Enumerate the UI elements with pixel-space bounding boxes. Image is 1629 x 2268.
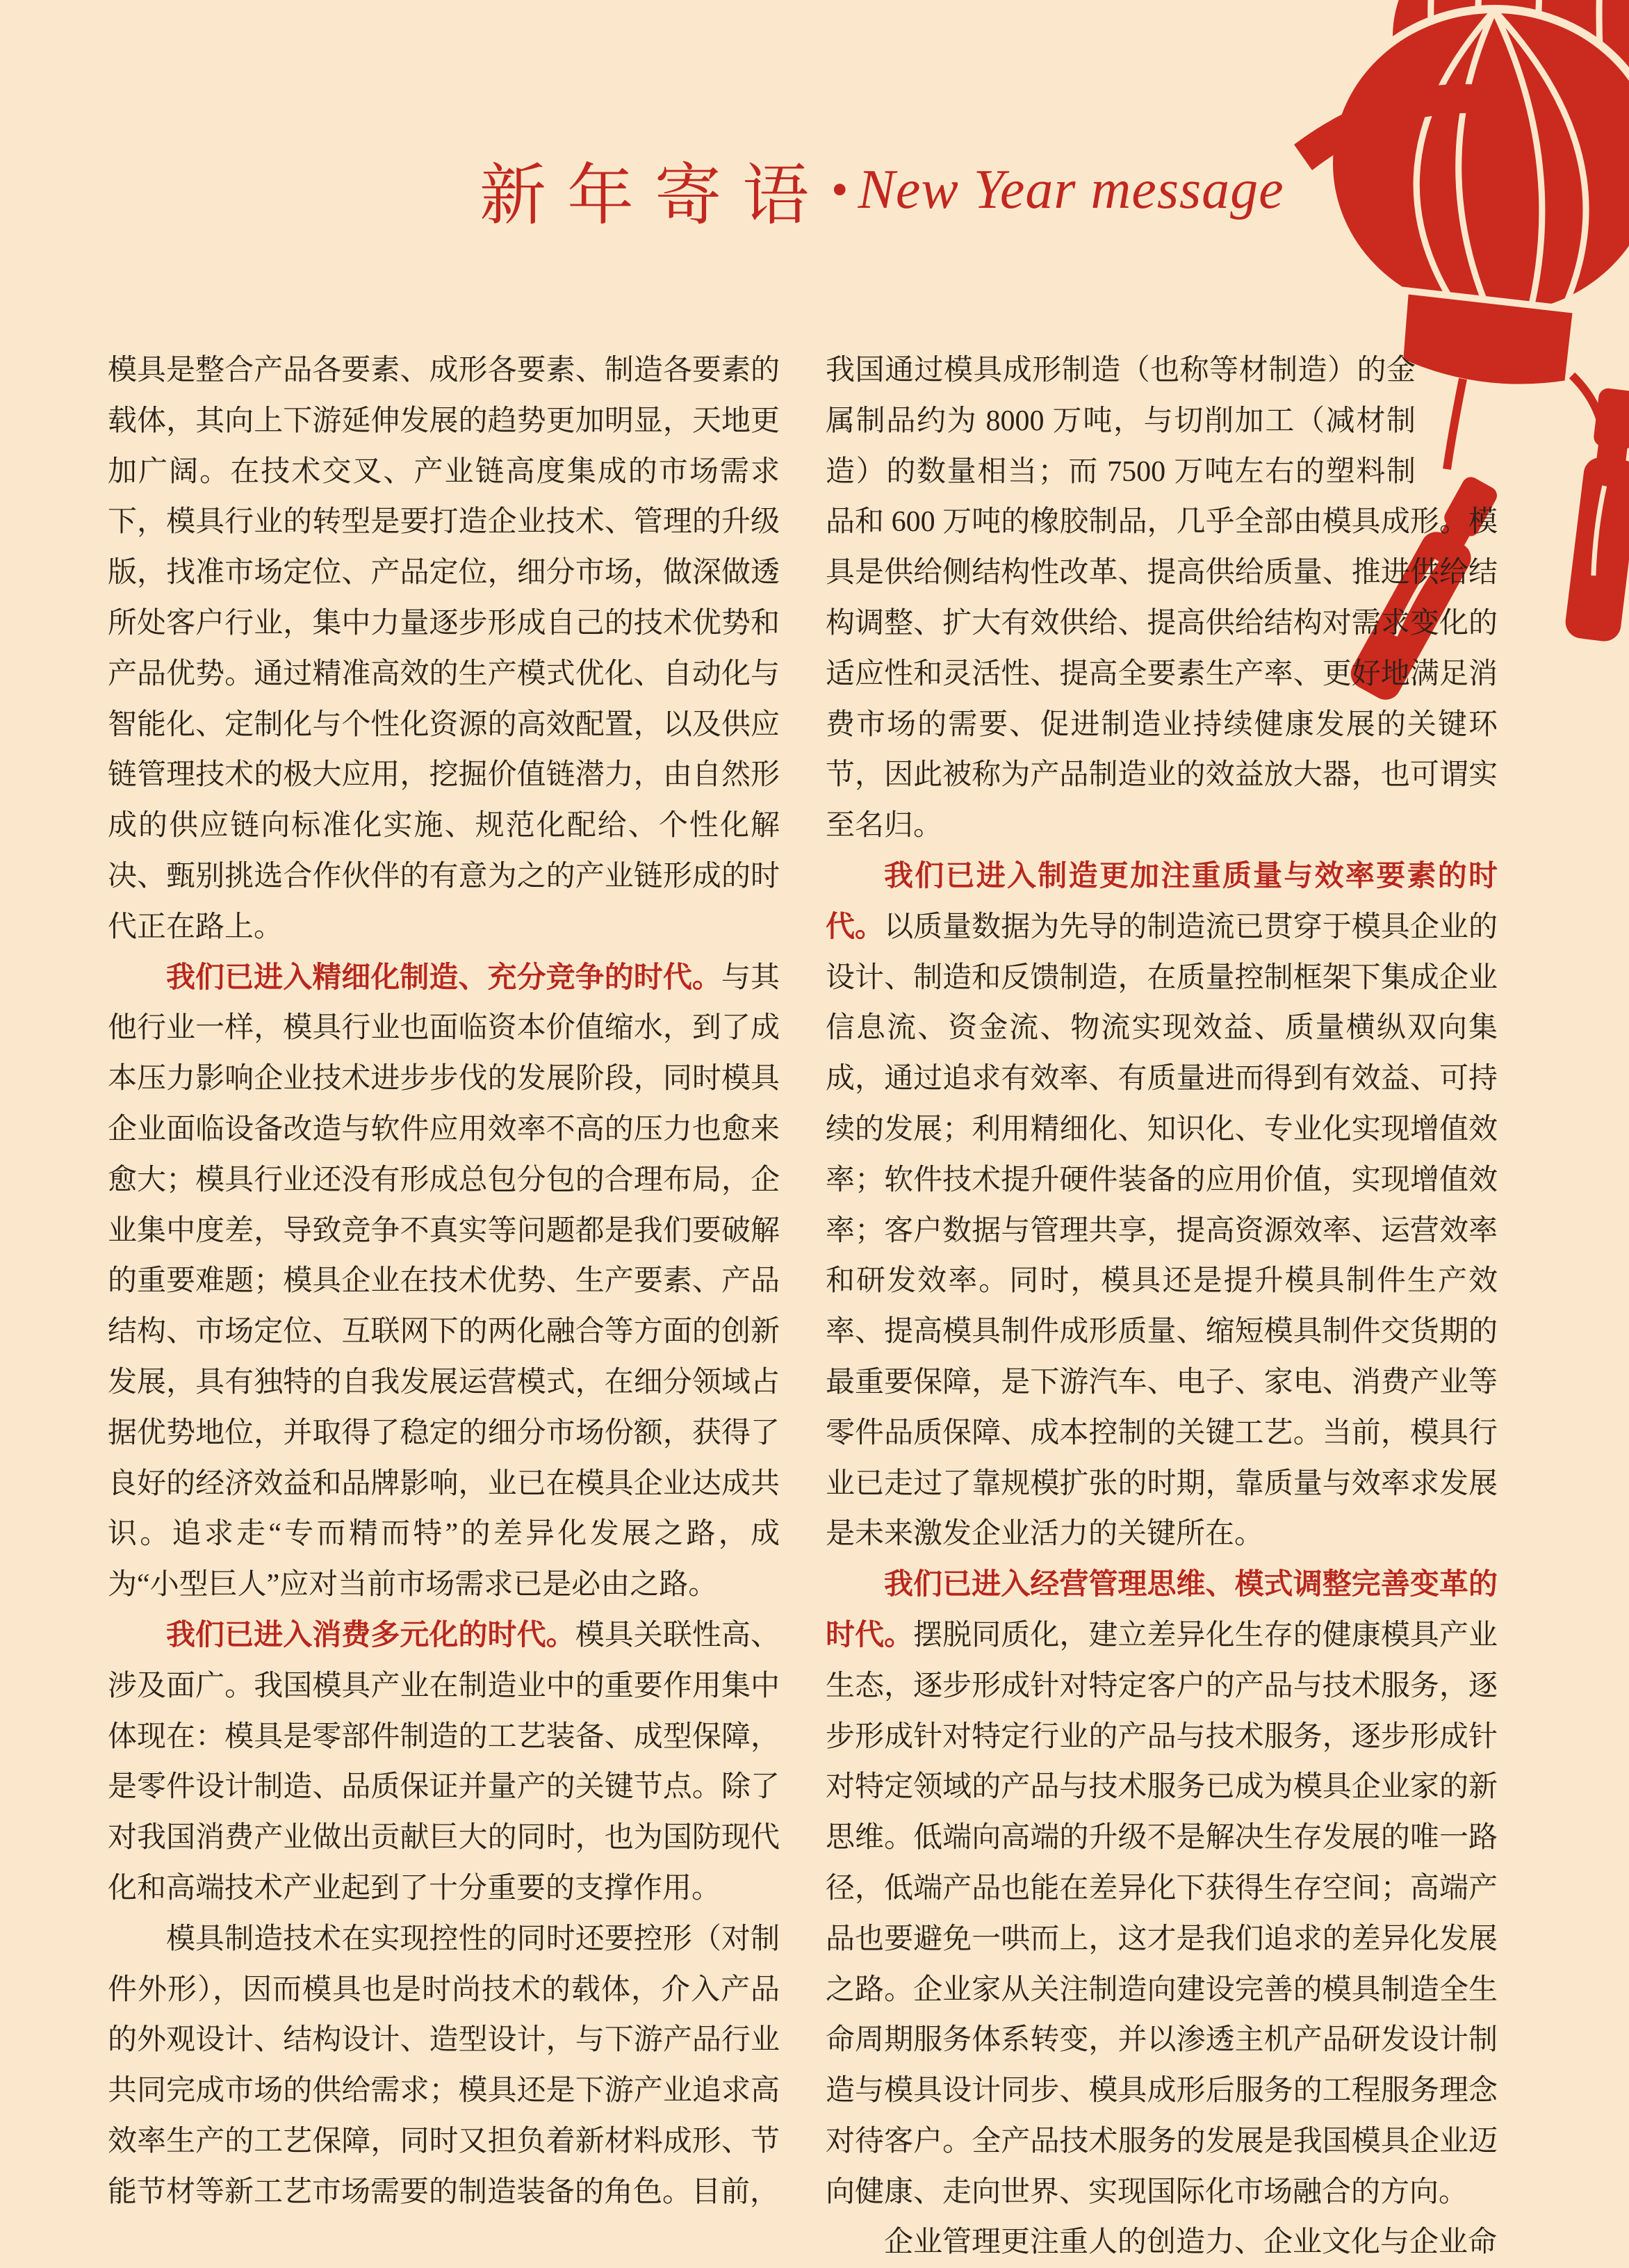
paragraph — [108, 1610, 780, 1914]
paragraph — [826, 345, 1498, 851]
lead-sentence: 我们已进入消费多元化的时代。 — [166, 1619, 575, 1651]
page-title-chinese: 新年寄语 — [480, 158, 830, 233]
paragraph-text: 以质量数据为先导的制造流已贯穿于模具企业的设计、制造和反馈制造，在质量控制框架下集成企业信息流、资金流、物流实现效益、质量横纵双向集成，通过追求有效率、有质量进而得到有效益、可持续的发展；利用精细化、知识化、专业化实现增值效率；软件技术提升硬件装备的应用价值，实现增值效率；客户数据与管理共享，提高资源效率、运营效率和研发效率。同时，模具还是提升模具制件生产效率、提高模具制件成形质量、缩短模具制件交货期的最重要保障，是下游汽车、电子、家电、消费产业等零件品质保障、成本控制的关键工艺。当前，模具行业已走过了靠规模扩张的时期，靠质量与效率求发展是未来激发企业活力的关键所在。 — [826, 911, 1498, 1551]
paragraph-text: 企业管理更注重人的创造力、企业文化与企业命 — [884, 2226, 1498, 2259]
article-body — [108, 345, 1498, 2268]
paragraph — [826, 851, 1498, 1560]
lead-sentence: 我们已进入精细化制造、充分竞争的时代。 — [166, 961, 721, 994]
lead-sentence: 我们已进入制造更加注重质量与效率要素的时代。 — [826, 860, 1498, 943]
paragraph-text: 摆脱同质化，建立差异化生存的健康模具产业生态，逐步形成针对特定客户的产品与技术服务，逐步形成针对特定行业的产品与技术服务，逐步形成针对特定领域的产品与技术服务已成为模具企业家的新思维。低端向高端的升级不是解决生存发展的唯一路径，低端产品也能在差异化下获得生存空间；高端产品也要避免一哄而上，这才是我们追求的差异化发展之路。企业家从关注制造向建设完善的模具制造全生命周期服务体系转变，并以渗透主机产品研发设计制造与模具设计同步、模具成形后服务的工程服务理念对待客户。全产品技术服务的发展是我国模具企业迈向健康、走向世界、实现国际化市场融合的方向。 — [826, 1619, 1498, 2208]
paragraph-text: 我国通过模具成形制造（也称等材制造）的金属制品约为 8000 万吨，与切削加工（减材制造）的数量相当；而 7500 万吨左右的塑料制品和 600 万吨的橡胶制品，几乎全部由模具成形。模具是供给侧结构性改革、提高供给质量、推进供给结构调整、扩大有效供给、提高供给结构对需求变化的适应性和灵活性、提高全要素生产率、更好地满足消费市场的需要、促进制造业持续健康发展的关键环节，因此被称为产品制造业的效益放大器，也可谓实至名归。 — [826, 354, 1498, 842]
paragraph-text: 模具关联性高、涉及面广。我国模具产业在制造业中的重要作用集中体现在：模具是零部件制造的工艺装备、成型保障，是零件设计制造、品质保证并量产的关键节点。除了对我国消费产业做出贡献巨大的同时，也为国防现代化和高端技术产业起到了十分重要的支撑作用。 — [108, 1619, 780, 1904]
paragraph — [826, 2217, 1498, 2268]
page-header — [480, 142, 1284, 238]
lantern-text-spacer — [1416, 345, 1498, 447]
paragraph — [826, 1560, 1498, 2217]
right-column — [826, 345, 1498, 2268]
paragraph — [108, 1914, 780, 2218]
paragraph — [108, 345, 780, 953]
paragraph-text: 模具是整合产品各要素、成形各要素、制造各要素的载体，其向上下游延伸发展的趋势更加明显，天地更加广阔。在技术交叉、产业链高度集成的市场需求下，模具行业的转型是要打造企业技术、管理的升级版，找准市场定位、产品定位，细分市场，做深做透所处客户行业，集中力量逐步形成自己的技术优势和产品优势。通过精准高效的生产模式优化、自动化与智能化、定制化与个性化资源的高效配置，以及供应链管理技术的极大应用，挖掘价值链潜力，由自然形成的供应链向标准化实施、规范化配给、个性化解决、甄别挑选合作伙伴的有意为之的产业链形成的时代正在路上。 — [108, 354, 780, 943]
paragraph — [108, 953, 780, 1610]
title-separator-dot: • — [831, 163, 849, 217]
page-title-english: New Year message — [858, 159, 1284, 220]
left-column — [108, 345, 780, 2268]
lead-sentence: 我们已进入经营管理思维、模式调整完善变革的时代。 — [826, 1569, 1498, 1651]
paragraph-text: 模具制造技术在实现控性的同时还要控形（对制件外形），因而模具也是时尚技术的载体，介入产品的外观设计、结构设计、造型设计，与下游产品行业共同完成市场的供给需求；模具还是下游产业追求高效率生产的工艺保障，同时又担负着新材料成形、节能节材等新工艺市场需要的制造装备的角色。目前， — [108, 1923, 780, 2208]
paragraph-text: 与其他行业一样，模具行业也面临资本价值缩水，到了成本压力影响企业技术进步步伐的发展阶段，同时模具企业面临设备改造与软件应用效率不高的压力也愈来愈大；模具行业还没有形成总包分包的合理布局，企业集中度差，导致竞争不真实等问题都是我们要破解的重要难题；模具企业在技术优势、生产要素、产品结构、市场定位、互联网下的两化融合等方面的创新发展，具有独特的自我发展运营模式，在细分领域占据优势地位，并取得了稳定的细分市场份额，获得了良好的经济效益和品牌影响，业已在模具企业达成共识。追求走“专而精而特”的差异化发展之路，成为“小型巨人”应对当前市场需求已是必由之路。 — [108, 961, 780, 1601]
